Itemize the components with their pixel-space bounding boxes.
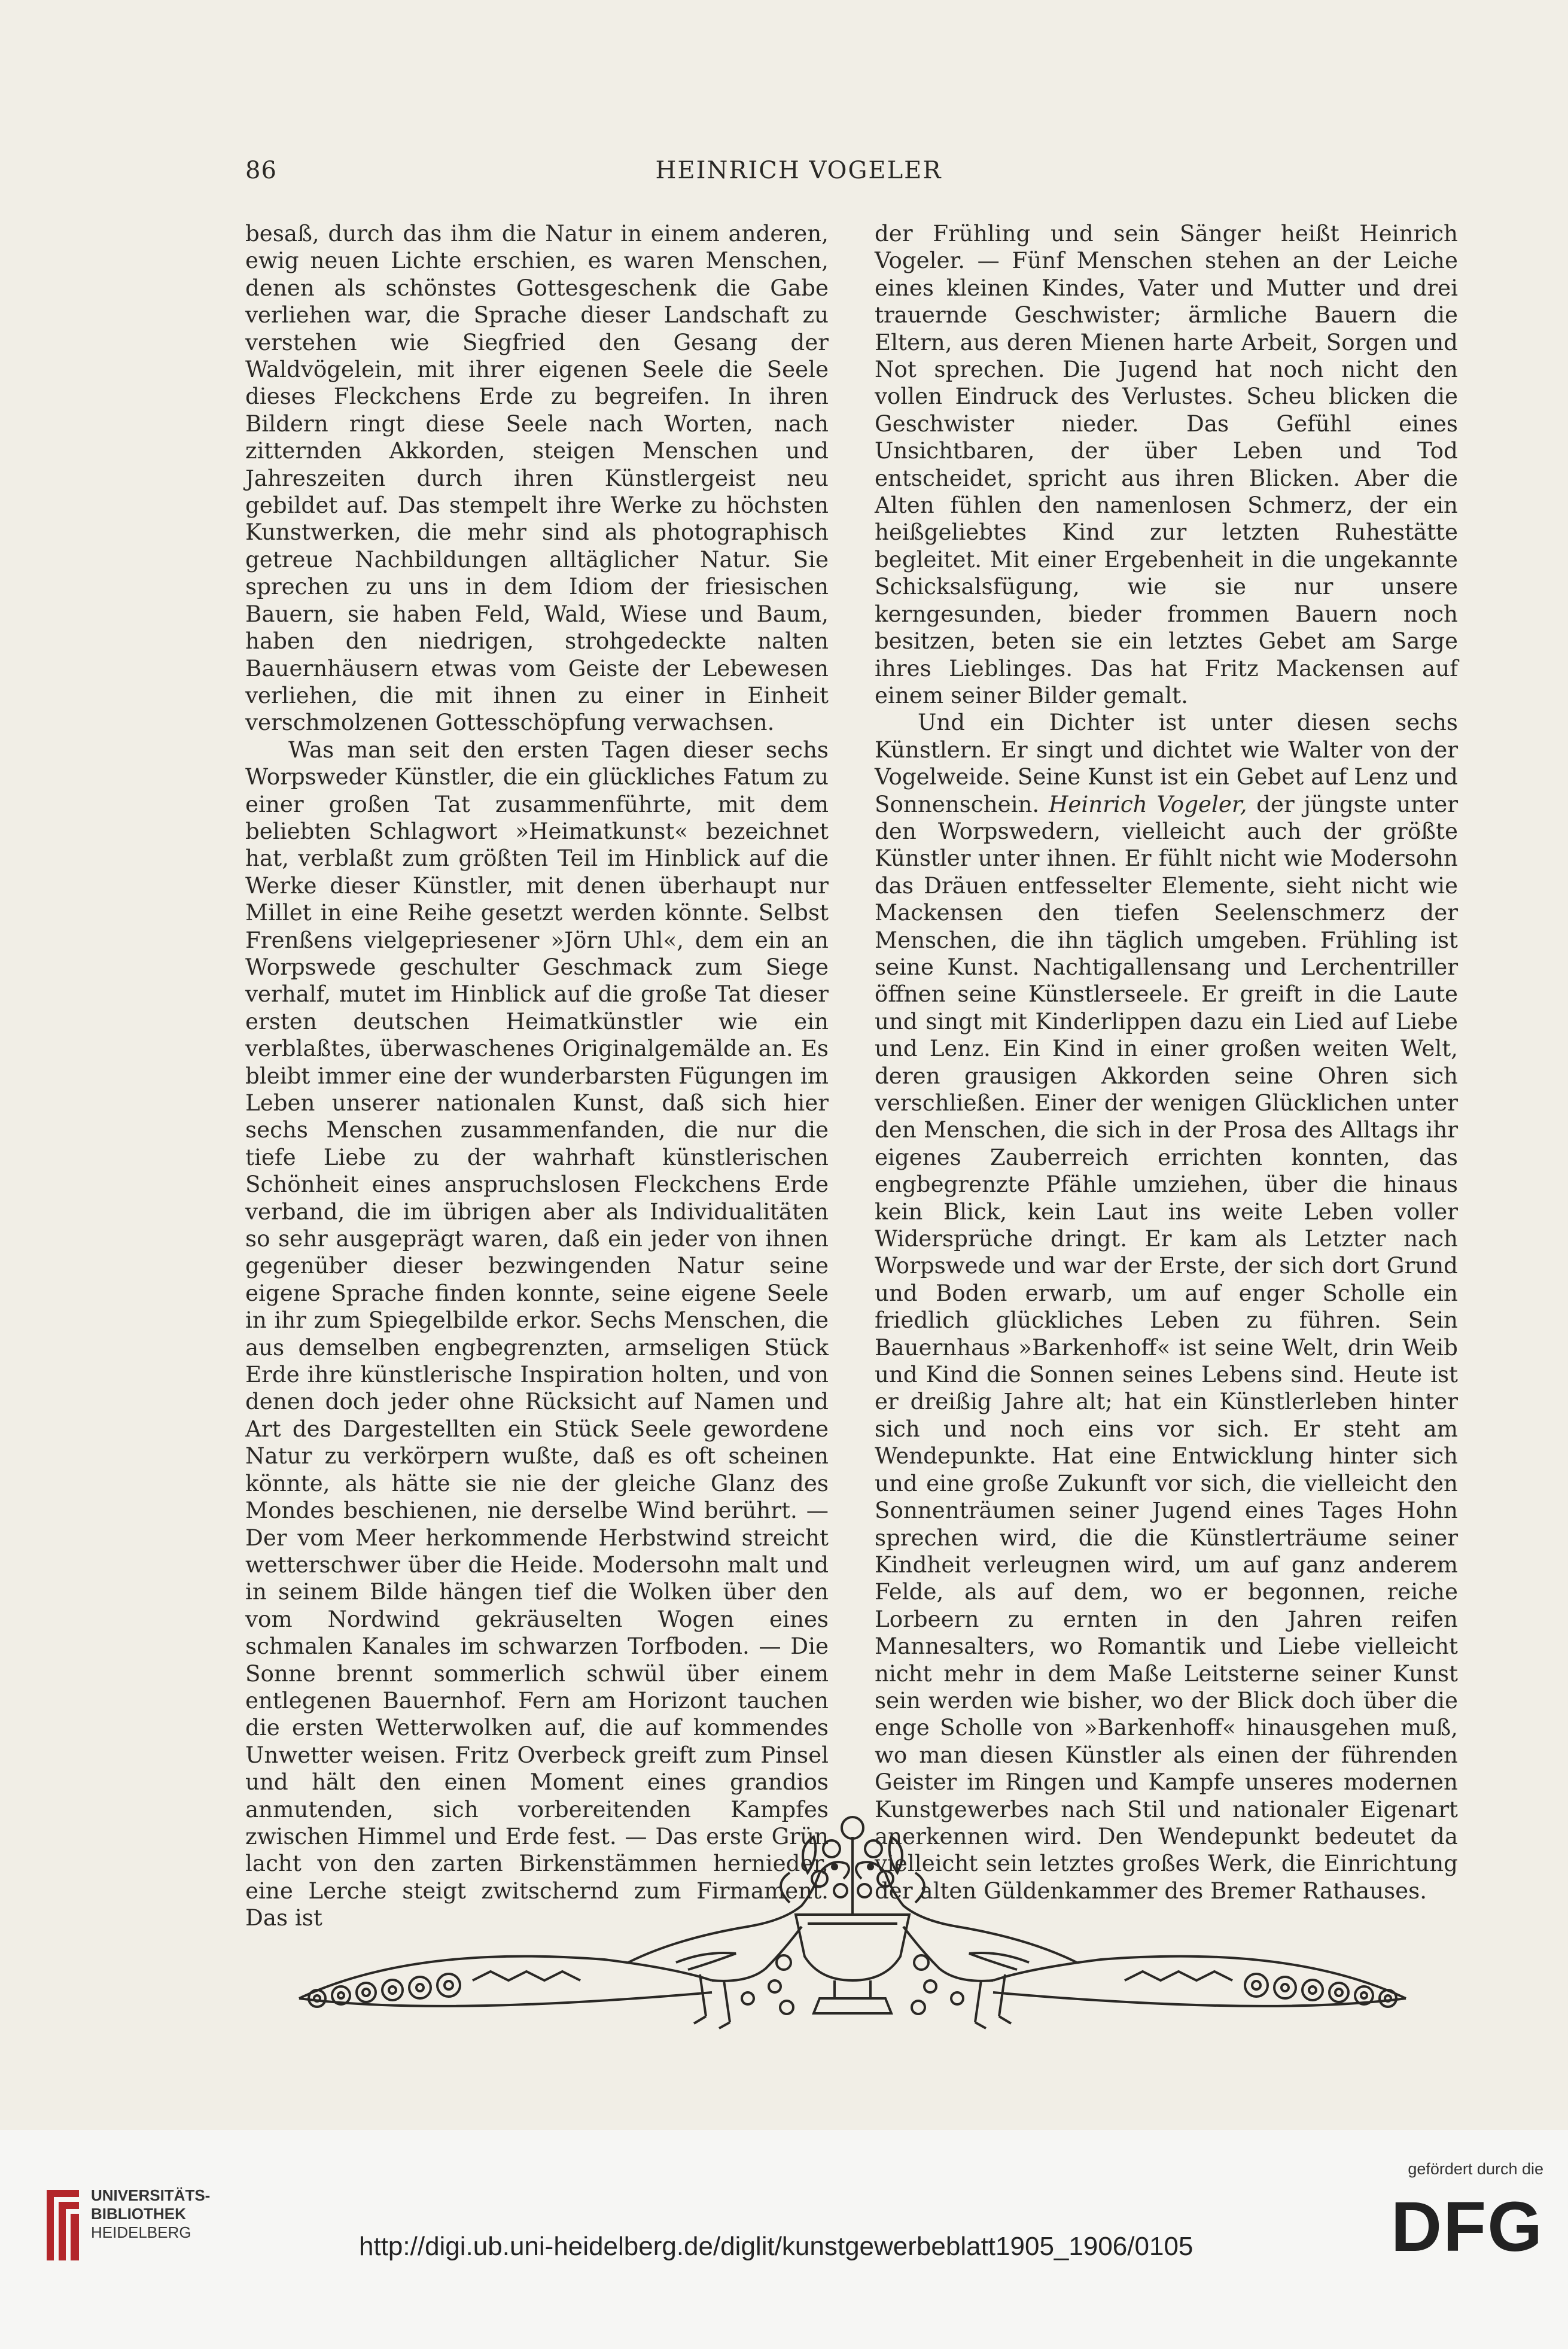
paragraph: Was man seit den ersten Tagen dieser sechs Worpsweder Künstler, die ein glückliches Fatum zu einer großen Tat zusammenführte, mit dem beliebten Schlagwort »Heimatkunst« bezeichnet hat, verblaßt zum größten Teil im Hinblick auf die Werke dieser Künstler, mit denen überhaupt nur Millet in eine Reihe gesetzt werden könnte. Selbst Frenßens vielgepriesener »Jörn Uhl«, dem ein an Worpswede geschulter Geschmack zum Siege verhalf, mutet im Hinblick auf die große Tat dieser ersten deutschen Heimatkünstler wie ein verblaßtes, überwaschenes Originalgemälde an. Es bleibt immer eine der wunderbarsten Fügungen im Leben unserer nationalen Kunst, daß sich hier sechs Menschen zusammenfanden, die nur die tiefe Liebe zu der wahrhaft künstlerischen Schönheit eines anspruchslosen Fleckchens Erde verband, die im übrigen aber als Individualitäten so sehr ausgeprägt waren, daß ein jeder von ihnen gegenüber dieser bezwingenden Natur seine eigene Sprache finden konnte, seine eigene Seele in ihr zum Spiegelbilde erkor. Sechs Menschen, die aus demselben engbegrenzten, armseligen Stück Erde ihre künstlerische Inspiration holten, und von denen doch jeder ohne Rücksicht auf Namen und Art des Dargestellten ein Stück Seele gewordene Natur zu verkörpern wußte, daß es oft scheinen könnte, als hätte sie nie der gleiche Glanz des Mondes beschienen, nie derselbe Wind berührt. — Der vom Meer herkommende Herbstwind streicht wetterschwer über die Heide. Modersohn malt und in seinem Bilde hängen tief die Wolken über den vom Nordwind gekräuselten Wogen eines schmalen Kanales im schwarzen Torfboden. — Die Sonne brennt sommerlich schwül über einem entlegenen Bauernhof. Fern am Horizont tauchen die ersten Wetterwolken auf, die auf kommendes Unwetter weisen. Fritz Overbeck greift zum Pinsel und hält den einen Moment eines grandios anmutenden, sich vorbereitenden Kampfes zwischen Himmel und Erde fest. — Das erste Grün lacht von den zarten Birkenstämmen hernieder, eine Lerche steigt zwitschernd zum Firmament. Das ist bbox=[245, 736, 829, 1931]
page-number: 86 bbox=[245, 157, 277, 184]
paragraph-start: Und ein Dichter ist unter diesen sechs Künstlern. Er singt und dichtet wie Walter von der Vogelweide. Seine Kunst ist ein Gebet auf Lenz und Sonnenschein. bbox=[875, 709, 1458, 817]
library-name-line: HEIDELBERG bbox=[91, 2223, 191, 2241]
paragraph: der Frühling und sein Sänger heißt Heinrich Vogeler. — Fünf Menschen stehen an der Leiche eines kleinen Kindes, Vater und Mutter und drei trauernde Geschwister; ärmliche Bauern die Eltern, aus deren Mienen harte Arbeit, Sorgen und Not sprechen. Die Jugend hat noch nicht den vollen Eindruck des Verlustes. Scheu blicken die Geschwister nieder. Das Gefühl eines Unsichtbaren, der über Leben und Tod entscheidet, spricht aus ihren Blicken. Aber die Alten fühlen den namenlosen Schmerz, der ein heißgeliebtes Kind zur letzten Ruhestätte begleitet. Mit einer Ergebenheit in die ungekannte Schicksalsfügung, wie sie nur unsere kerngesunden, bieder frommen Bauern noch besitzen, beten sie ein letztes Gebet am Sarge ihres Lieblinges. Das hat Fritz Mackensen auf einem seiner Bilder gemalt. bbox=[875, 220, 1458, 708]
running-header bbox=[245, 157, 1352, 193]
funding-caption: gefördert durch die bbox=[1408, 2160, 1543, 2178]
right-text-column bbox=[875, 220, 1458, 1904]
running-title: HEINRICH VOGELER bbox=[655, 157, 942, 184]
paragraph bbox=[875, 709, 1458, 1904]
library-name bbox=[91, 2186, 210, 2242]
library-name-line: UNIVERSITÄTS- bbox=[91, 2186, 211, 2204]
funding-logo[interactable] bbox=[1388, 2160, 1543, 2304]
paragraph: besaß, durch das ihm die Natur in einem anderen, ewig neuen Lichte erschien, es waren Menschen, denen als schönstes Gottesgeschenk die Gabe verliehen war, die Sprache dieser Landschaft zu verstehen wie Siegfried den Gesang der Waldvögelein, mit ihrer eigenen Seele die Seele dieses Fleckchens Erde zu begreifen. In ihren Bildern ringt diese Seele nach Worten, nach zitternden Akkorden, steigen Menschen und Jahreszeiten durch ihren Künstlergeist neu gebildet auf. Das stempelt ihre Werke zu höchsten Kunstwerken, die mehr sind als photographisch getreue Nachbildungen alltäglicher Natur. Sie sprechen zu uns in dem Idiom der friesischen Bauern, sie haben Feld, Wald, Wiese und Baum, haben den niedrigen, strohgedeckte nalten Bauernhäusern etwas vom Geiste der Lebewesen verliehen, die mit ihnen zu einer in Einheit verschmolzenen Gottesschöpfung verwachsen. bbox=[245, 220, 829, 736]
artist-name-italic: Heinrich Vogeler, bbox=[1048, 790, 1247, 817]
left-text-column bbox=[245, 220, 829, 1932]
dfg-logo-text: DFG bbox=[1390, 2187, 1543, 2266]
library-logo[interactable] bbox=[42, 2184, 239, 2274]
permalink-url[interactable]: http://digi.ub.uni-heidelberg.de/diglit/kunstgewerbeblatt1905_1906/0105 bbox=[359, 2232, 1193, 2261]
paragraph-rest: der jüngste unter den Worpswedern, vielleicht auch der größte Künstler unter ihnen. Er fühlt nicht wie Modersohn das Dräuen entfesselter Elemente, sieht nicht wie Mackensen den tiefen Seelenschmerz der Menschen, die ihn täglich umgeben. Frühling ist seine Kunst. Nachtigallensang und Lerchentriller öffnen seine Künstlerseele. Er greift in die Laute und singt mit Kinderlippen dazu ein Lied auf Liebe und Lenz. Ein Kind in einer großen weiten Welt, deren grausigen Akkorden seine Ohren sich verschließen. Einer der wenigen Glücklichen unter den Menschen, die sich in der Prosa des Alltags ihr eigenes Zauberreich errichten konnten, das engbegrenzte Pfähle umziehen, über die hinaus kein Blick, kein Laut ins weite Leben voller Widersprüche dringt. Er kam als Letzter nach Worpswede und war der Erste, der sich dort Grund und Boden erwarb, um auf enger Scholle ein friedlich glückliches Leben zu führen. Sein Bauernhaus »Barkenhoff« ist seine Welt, drin Weib und Kind die Sonnen seines Lebens sind. Heute ist er dreißig Jahre alt; hat ein Künstlerleben hinter sich und noch eins vor sich. Er steht am Wendepunkte. Hat eine Entwicklung hinter sich und eine große Zukunft vor sich, die vielleicht den Sonnenträumen seiner Jugend eines Tages Hohn sprechen wird, die die Künstlerträume seiner Kindheit verleugnen wird, um auf ganz anderem Felde, als auf dem, wo er begonnen, reiche Lorbeern zu ernten in den Jahren reifen Mannesalters, wo Romantik und Liebe vielleicht nicht mehr in dem Maße Leitsterne seiner Kunst sein werden wie bisher, wo der Blick doch über die enge Scholle von »Barkenhoff« hinausgehen muß, wo man diesen Künstler als einen der führenden Geister im Ringen und Kampfe unseres modernen Kunstgewerbes nach Stil und nationaler Eigenart anerkennen wird. Den Wendepunkt bedeutet da vielleicht sein letztes großes Werk, die Einrichtung der alten Güldenkammer des Bremer Rathauses. bbox=[875, 790, 1458, 1904]
library-logo-mark-icon bbox=[42, 2184, 84, 2268]
peacock-urn-vignette-icon bbox=[293, 1801, 1412, 2040]
library-name-line: BIBLIOTHEK bbox=[91, 2205, 186, 2223]
